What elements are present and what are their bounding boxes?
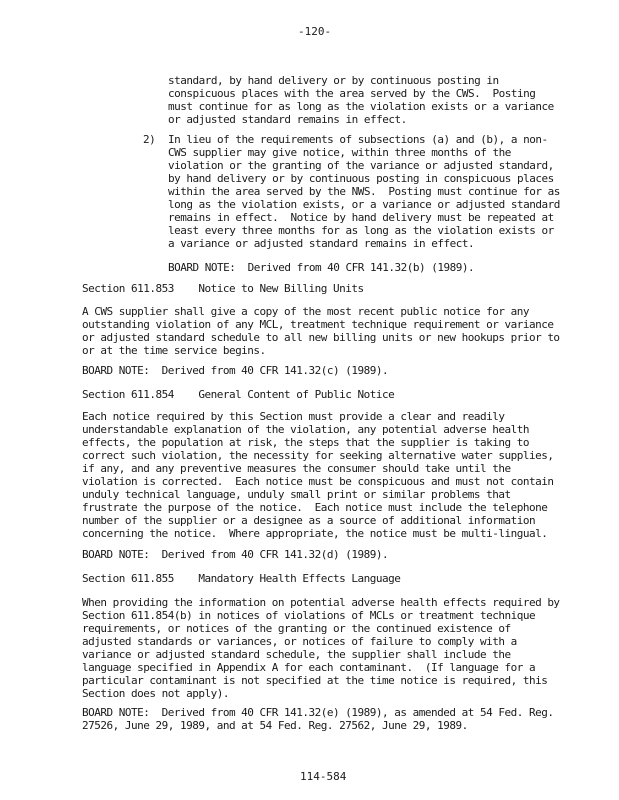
- text-line: within the area served by the NWS. Posting must continue for as: [168, 185, 560, 198]
- text-line: particular contaminant is not specified at the time notice is required, this: [82, 674, 548, 687]
- text-line: long as the violation exists, or a variance or adjusted standard: [168, 198, 560, 211]
- text-line: a variance or adjusted standard remains in effect.: [168, 237, 475, 250]
- text-line: remains in effect. Notice by hand delivery must be repeated at: [168, 211, 554, 224]
- text-line: BOARD NOTE: Derived from 40 CFR 141.32(d) (1989).: [82, 548, 389, 561]
- text-line: Section 611.854(b) in notices of violations of MCLs or treatment technique: [82, 609, 536, 622]
- text-line: violation is corrected. Each notice must be conspicuous and must not contain: [82, 475, 554, 488]
- text-line: language specified in Appendix A for each contaminant. (If language for a: [82, 661, 536, 674]
- text-line: if any, and any preventive measures the consumer should take until the: [82, 462, 511, 475]
- text-line: Section does not apply).: [82, 687, 229, 700]
- text-line: 2): [143, 133, 156, 146]
- page-number: -120-: [298, 25, 332, 38]
- text-line: concerning the notice. Where appropriate, the notice must be multi-lingual.: [82, 527, 548, 540]
- text-line: Section 611.855 Mandatory Health Effects Language: [82, 572, 401, 585]
- text-line: conspicuous places with the area served by the CWS. Posting: [168, 87, 536, 100]
- text-line: standard, by hand delivery or by continuous posting in: [168, 74, 499, 87]
- text-line: must continue for as long as the violation exists or a variance: [168, 100, 554, 113]
- text-line: CWS supplier may give notice, within three months of the: [168, 146, 511, 159]
- footer-page-reference: 114-584: [300, 770, 347, 783]
- text-line: When providing the information on potential adverse health effects required by: [82, 596, 560, 609]
- text-line: number of the supplier or a designee as a source of additional information: [82, 514, 536, 527]
- text-line: or at the time service begins.: [82, 344, 266, 357]
- text-line: A CWS supplier shall give a copy of the most recent public notice for any: [82, 305, 529, 318]
- text-line: 27526, June 29, 1989, and at 54 Fed. Reg. 27562, June 29, 1989.: [82, 719, 468, 732]
- text-line: In lieu of the requirements of subsections (a) and (b), a non-: [168, 133, 548, 146]
- text-line: or adjusted standard schedule to all new billing units or new hookups prior to: [82, 331, 560, 344]
- text-line: by hand delivery or by continuous posting in conspicuous places: [168, 172, 554, 185]
- text-line: unduly technical language, unduly small print or similar problems that: [82, 488, 511, 501]
- text-line: BOARD NOTE: Derived from 40 CFR 141.32(b) (1989).: [168, 261, 475, 274]
- text-line: least every three months for as long as the violation exists or: [168, 224, 554, 237]
- text-line: variance or adjusted standard schedule, the supplier shall include the: [82, 648, 511, 661]
- text-line: Section 611.853 Notice to New Billing Units: [82, 282, 364, 295]
- text-line: BOARD NOTE: Derived from 40 CFR 141.32(e) (1989), as amended at 54 Fed. Reg.: [82, 706, 554, 719]
- text-line: or adjusted standard remains in effect.: [168, 113, 407, 126]
- text-line: Each notice required by this Section must provide a clear and readily: [82, 410, 505, 423]
- text-line: adjusted standards or variances, or notices of failure to comply with a: [82, 635, 517, 648]
- text-line: outstanding violation of any MCL, treatment technique requirement or variance: [82, 318, 554, 331]
- text-line: effects, the population at risk, the steps that the supplier is taking to: [82, 436, 529, 449]
- text-line: Section 611.854 General Content of Public Notice: [82, 388, 395, 401]
- text-line: requirements, or notices of the granting or the continued existence of: [82, 622, 511, 635]
- text-line: BOARD NOTE: Derived from 40 CFR 141.32(c) (1989).: [82, 364, 389, 377]
- text-line: frustrate the purpose of the notice. Each notice must include the telephone: [82, 501, 548, 514]
- text-line: understandable explanation of the violation, any potential adverse health: [82, 423, 529, 436]
- text-line: violation or the granting of the variance or adjusted standard,: [168, 159, 554, 172]
- text-line: correct such violation, the necessity for seeking alternative water supplies,: [82, 449, 554, 462]
